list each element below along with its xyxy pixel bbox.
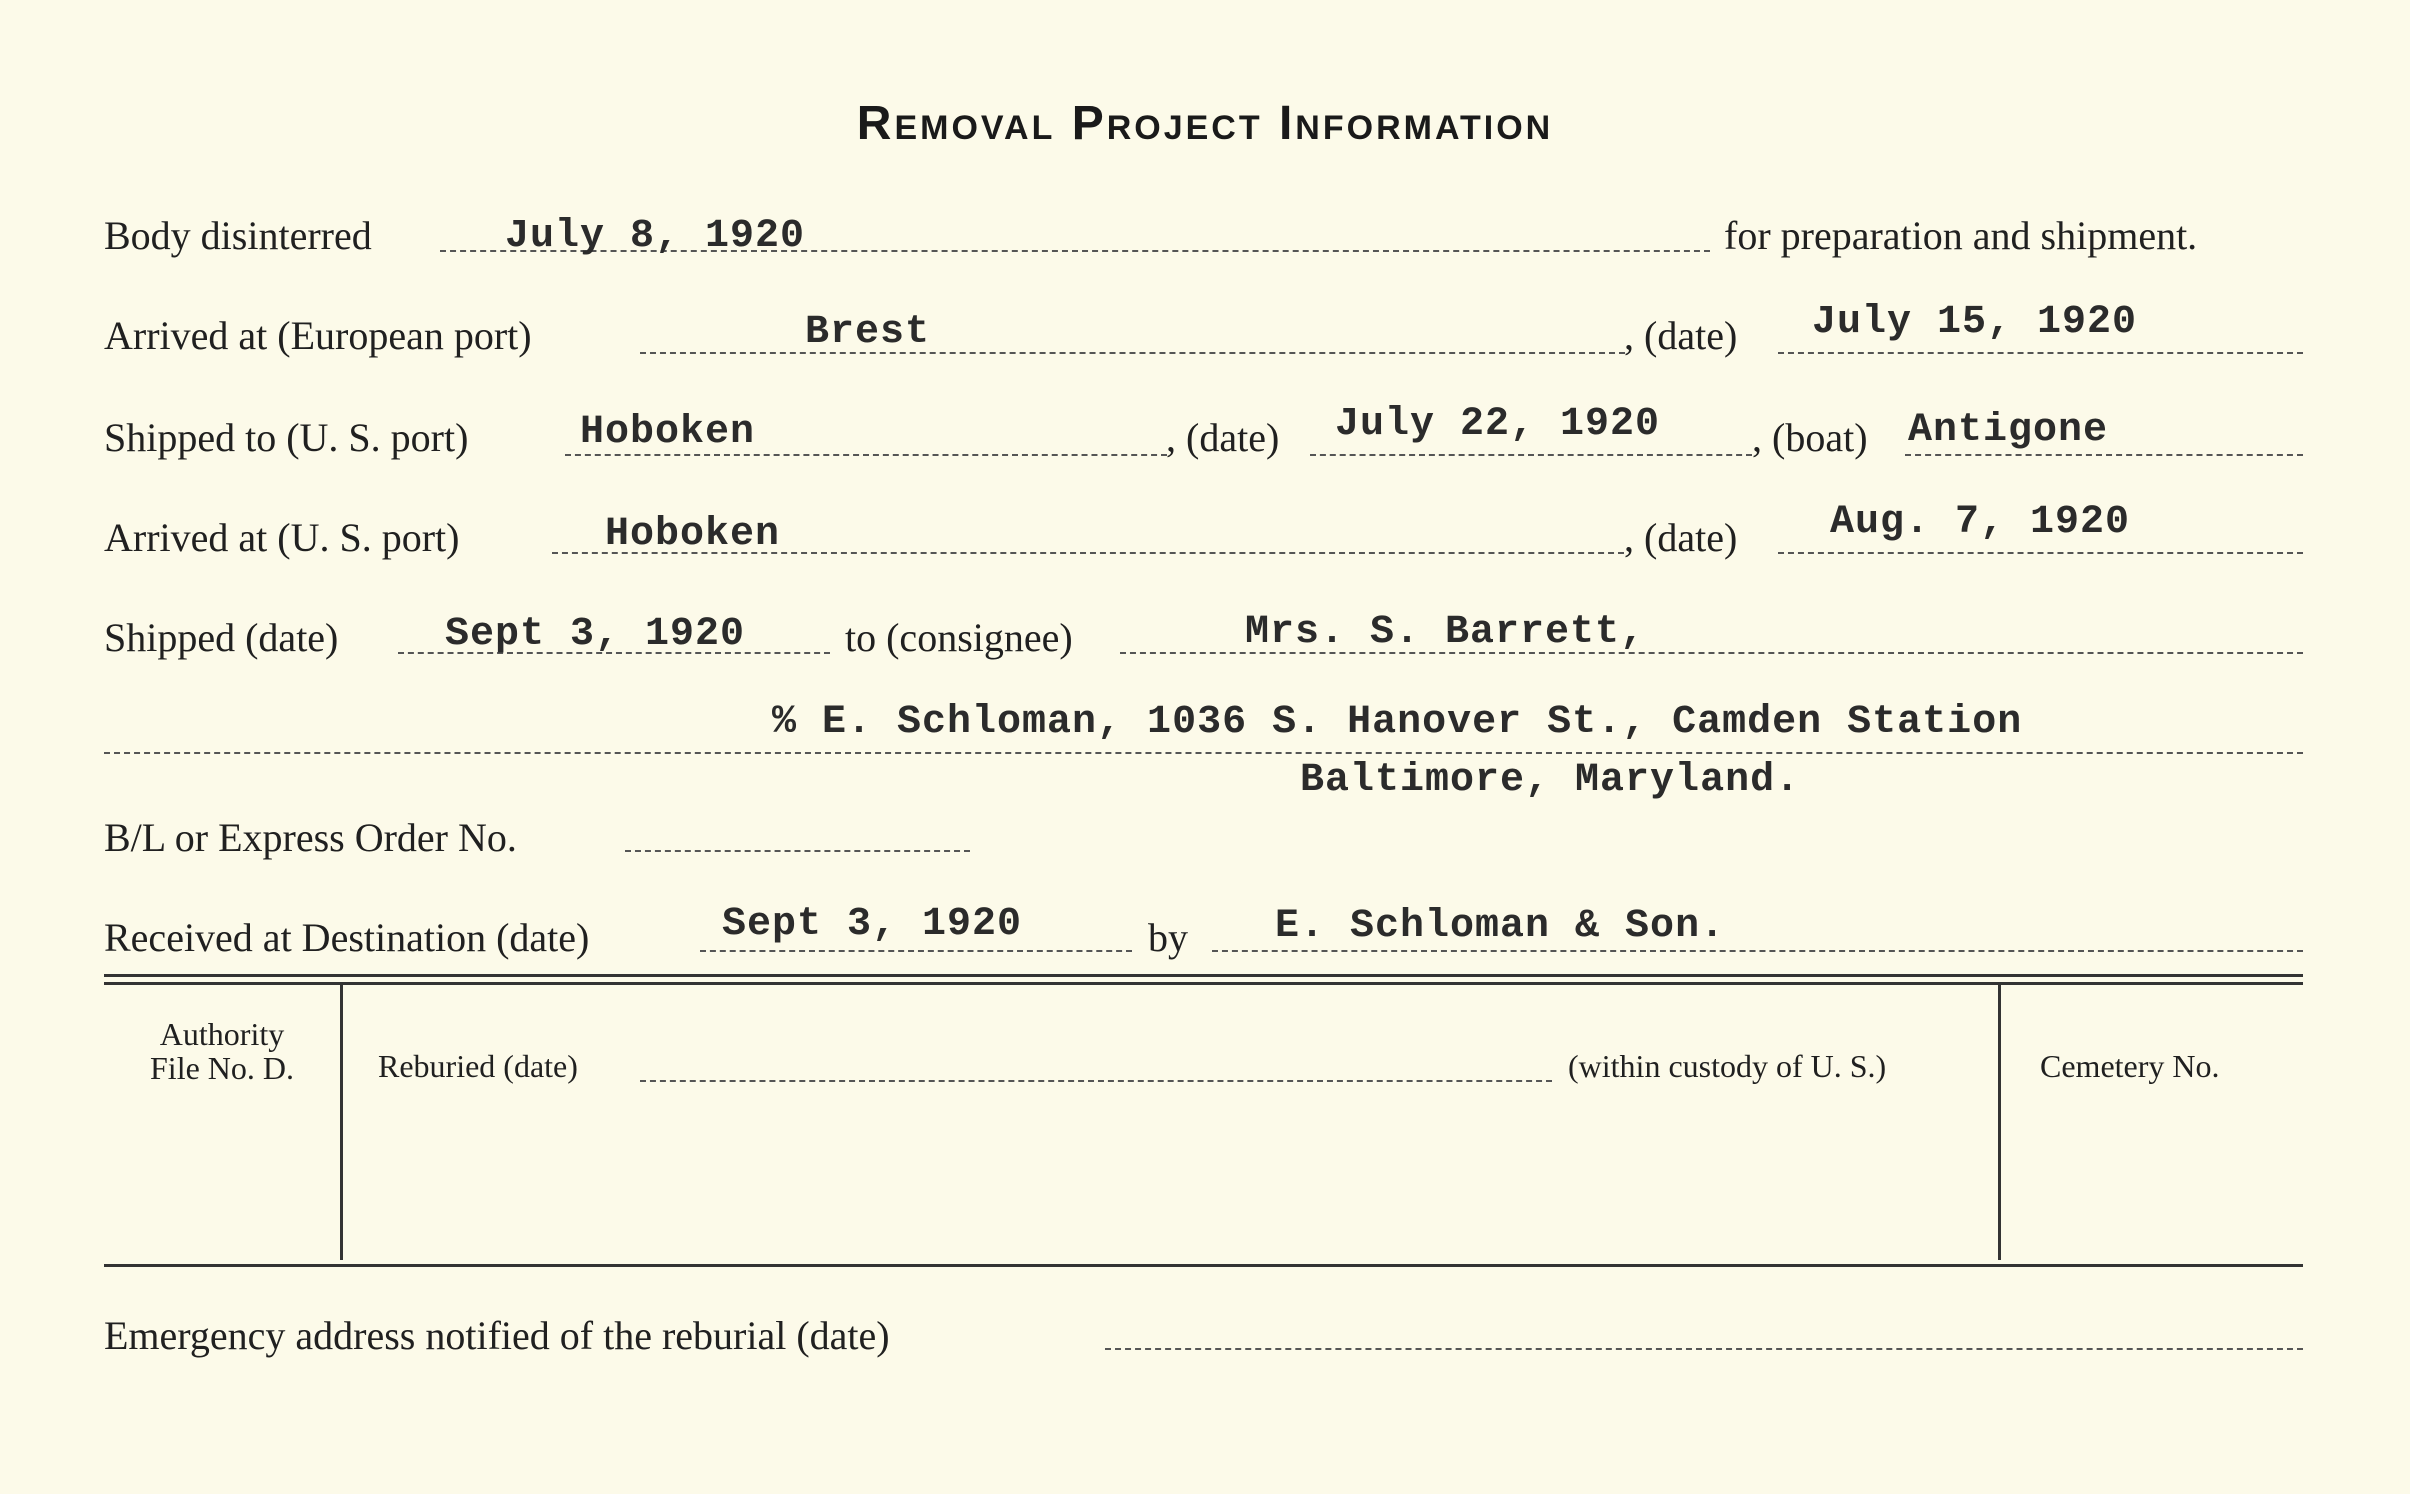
received-date-value: Sept 3, 1920 [722, 902, 1023, 947]
body-disinterred-label: Body disinterred [104, 213, 372, 258]
arrived-european-date-label: , (date) [1624, 313, 1738, 358]
arrived-european-line [640, 352, 1625, 354]
authority-line1: Authority [159, 1016, 285, 1052]
body-disinterred-value: July 8, 1920 [505, 214, 806, 259]
arrived-european-label: Arrived at (European port) [104, 313, 532, 358]
shipped-date-value: Sept 3, 1920 [445, 612, 746, 657]
arrived-european-port-value: Brest [805, 310, 931, 355]
cemetery-label: Cemetery No. [2040, 1048, 2220, 1084]
shipped-us-boat-line [1905, 454, 2303, 456]
shipped-us-boat-value: Antigone [1908, 408, 2109, 453]
reburied-line [640, 1080, 1552, 1082]
received-by-line [1212, 950, 2303, 952]
address-line2-value: Baltimore, Maryland. [1300, 758, 1801, 803]
box-bottom-rule [104, 1264, 2303, 1267]
received-label: Received at Destination (date) [104, 915, 590, 960]
custody-label: (within custody of U. S.) [1568, 1048, 1887, 1084]
arrived-us-date-label: , (date) [1624, 515, 1738, 560]
authority-line2: File No. D. [150, 1050, 294, 1086]
body-disinterred-suffix: for preparation and shipment. [1724, 213, 2198, 258]
box-divider-left [340, 985, 343, 1260]
shipped-us-date-value: July 22, 1920 [1335, 402, 1661, 447]
reburied-label: Reburied (date) [378, 1048, 578, 1084]
arrived-european-date-value: July 15, 1920 [1812, 300, 2138, 345]
arrived-us-port-value: Hoboken [605, 512, 781, 557]
arrived-us-label: Arrived at (U. S. port) [104, 515, 460, 560]
address-line1-value: % E. Schloman, 1036 S. Hanover St., Camden Station [772, 700, 2023, 745]
bl-order-label: B/L or Express Order No. [104, 815, 517, 860]
box-divider-right [1998, 985, 2001, 1260]
received-by-value: E. Schloman & Son. [1275, 904, 1726, 949]
consignee-value: Mrs. S. Barrett, [1245, 610, 1646, 655]
shipped-date-label: Shipped (date) [104, 615, 339, 660]
received-date-line [700, 950, 1132, 952]
shipped-us-label: Shipped to (U. S. port) [104, 415, 469, 460]
shipped-us-date-line [1310, 454, 1752, 456]
top-rule-2 [104, 982, 2303, 985]
bl-order-line [625, 850, 970, 852]
arrived-european-date-line [1778, 352, 2303, 354]
arrived-us-date-line [1778, 552, 2303, 554]
emergency-label: Emergency address notified of the reburial (date) [104, 1313, 890, 1358]
received-by-label: by [1148, 915, 1188, 960]
top-rule-1 [104, 974, 2303, 977]
emergency-line [1105, 1348, 2303, 1350]
consignee-label: to (consignee) [845, 615, 1073, 660]
arrived-us-date-value: Aug. 7, 1920 [1830, 500, 2131, 545]
shipped-us-port-value: Hoboken [580, 410, 756, 455]
shipped-us-boat-label: , (boat) [1752, 415, 1868, 460]
card-title: Removal Project Information [856, 97, 1554, 150]
address-line [104, 752, 2303, 754]
shipped-us-date-label: , (date) [1166, 415, 1280, 460]
